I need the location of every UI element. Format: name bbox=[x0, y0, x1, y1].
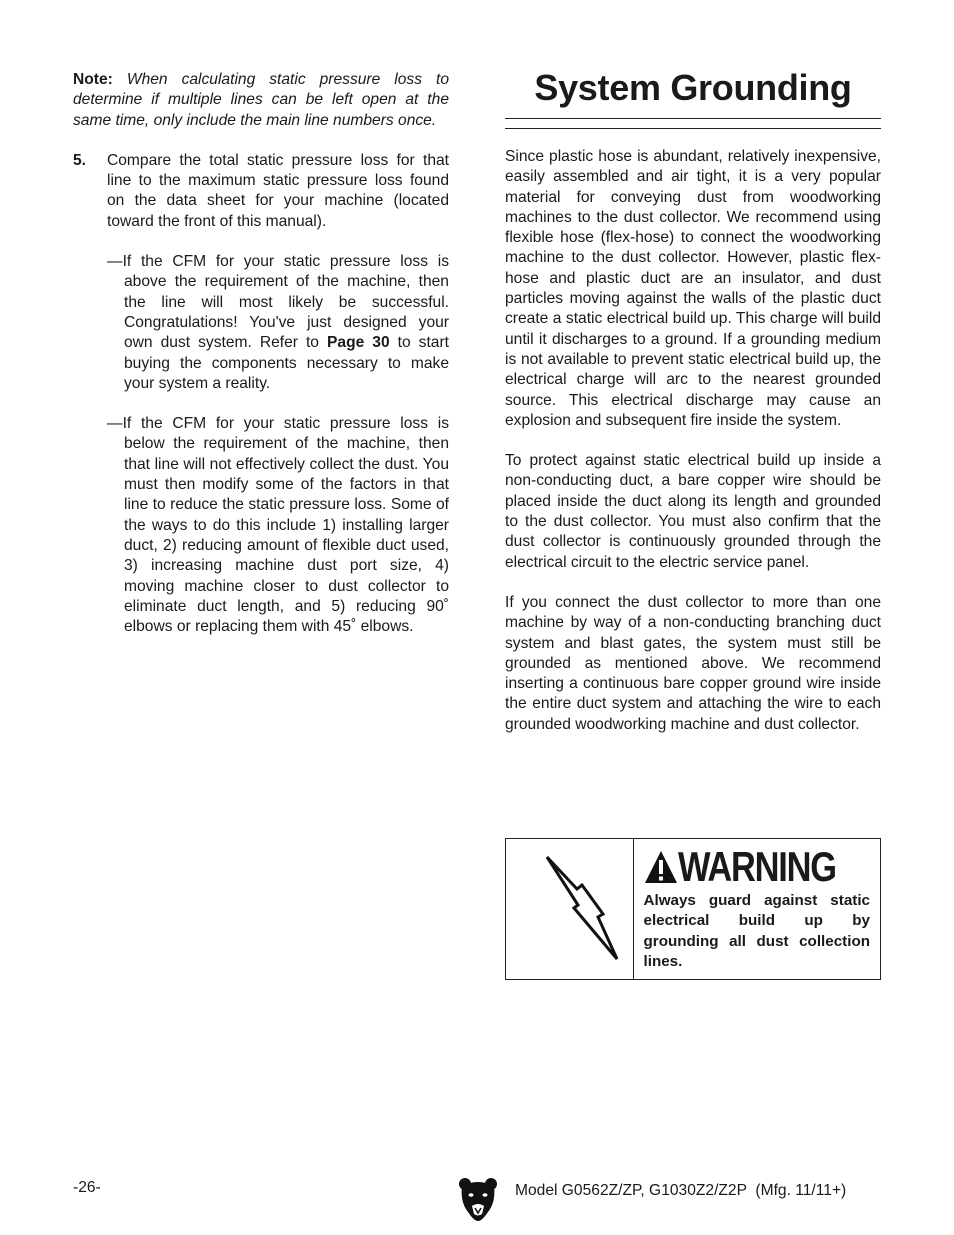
warning-content bbox=[634, 839, 881, 979]
left-column bbox=[73, 70, 449, 657]
title-divider-lower bbox=[505, 128, 881, 129]
alert-triangle-icon bbox=[644, 849, 678, 885]
body-paragraph-3: If you connect the dust collector to more than one machine by way of a non-conducting branching duct system and blast gates, the system must still be grounded as mentioned above. We recommend inserting a continuous bare copper ground wire inside the entire duct system and attaching the wire to each grounded woodworking machine and dust collector. bbox=[505, 593, 881, 733]
section-title: System Grounding bbox=[534, 67, 852, 108]
note-paragraph bbox=[73, 70, 449, 131]
sub-point-above-post: to start buying the components necessary to make your system a reality. bbox=[124, 334, 449, 392]
right-column bbox=[505, 66, 881, 735]
step-number: 5. bbox=[73, 151, 87, 169]
step-text: Compare the total static pressure loss for that line to the maximum static pressure loss found on the data sheet for your machine (located toward the front of this manual). bbox=[107, 151, 449, 230]
warning-text: Always guard against static electrical build up by grounding all dust collection lines. bbox=[643, 892, 870, 970]
note-text: When calculating static pressure loss to determine if multiple lines can be left open at the same time, only include the main line numbers once. bbox=[73, 71, 449, 129]
step-5 bbox=[73, 151, 449, 232]
sub-point-above-pre: —If the CFM for your static pressure loss is above the requirement of the machine, then the line will most likely be successful. Congratulations! You've just designed your own dust system. Refer to bbox=[107, 253, 449, 352]
page-number: -26- bbox=[73, 1179, 101, 1196]
lightning-bolt-icon bbox=[544, 855, 624, 963]
warning-heading-row bbox=[644, 845, 871, 889]
bear-logo-icon bbox=[458, 1176, 498, 1227]
sub-point-below: —If the CFM for your static pressure loss is below the requirement of the machine, then that line will not effectively collect the dust. You must then modify some of the factors in that line to reduce the static pressure loss. Some of the ways to do this include 1) installing larger duct, 2) reducing amount of flexible duct used, 3) increasing machine dust port size, 4) moving machine closer to dust collector to eliminate duct length, and 5) reducing 90˚ elbows or replacing them with 45˚ elbows. bbox=[107, 415, 449, 636]
body-paragraph-2: To protect against static electrical build up inside a non-conducting duct, a bare copper wire should be placed inside the duct along its length and grounded to the dust collector. You must also confirm that the dust collector is continuously grounded through the electrical circuit to the electric service panel. bbox=[505, 452, 881, 571]
body-paragraph-1: Since plastic hose is abundant, relatively inexpensive, easily assembled and air tight, it is a very popular material for conveying dust from woodworking machines to the dust collector. We recommend using flexible hose (flex-hose) to connect the woodworking machine to the dust collector. However, plastic flex-hose and plastic duct are an insulator, and dust particles moving against the walls of the plastic duct create a static electrical build up. This charge will build until it discharges to a ground. If a grounding medium is not available to prevent static electrical build up, the electrical charge will arc to the nearest grounded source. This electrical discharge may cause an explosion and subsequent fire inside the system. bbox=[505, 148, 881, 429]
warning-box bbox=[505, 838, 881, 980]
title-divider bbox=[505, 118, 881, 119]
warning-icon-panel bbox=[506, 839, 634, 979]
sub-point-above bbox=[107, 252, 449, 394]
warning-heading: WARNING bbox=[677, 843, 836, 890]
page-reference: Page 30 bbox=[327, 334, 390, 352]
model-info: Model G0562Z/ZP, G1030Z2/Z2P (Mfg. 11/11+) bbox=[515, 1182, 847, 1199]
note-label: Note: bbox=[73, 71, 113, 88]
